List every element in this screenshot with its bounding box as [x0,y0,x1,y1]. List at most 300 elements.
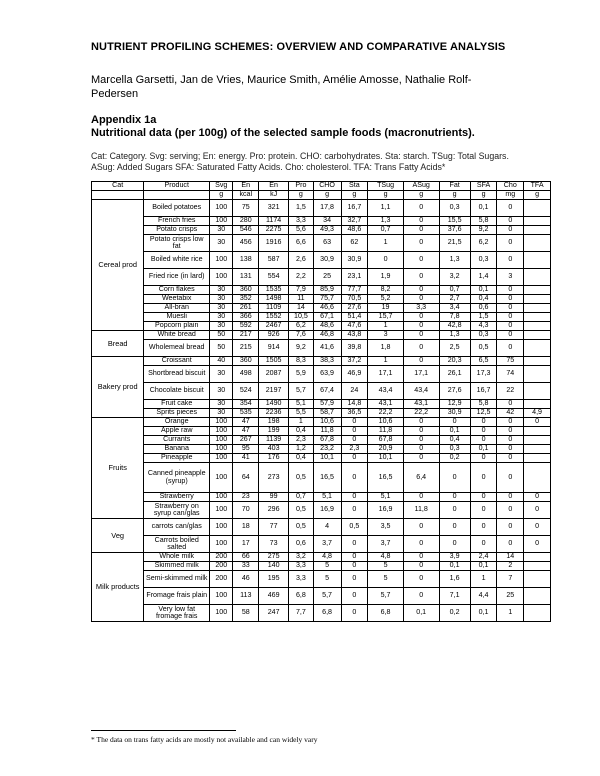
value-cell: 0 [470,454,497,463]
value-cell [524,226,551,235]
value-cell: 0 [497,295,524,304]
value-cell: 469 [259,588,289,605]
value-cell: 1,5 [470,313,497,322]
value-cell: 0,1 [470,286,497,295]
value-cell: 47 [233,418,259,427]
value-cell: 11,8 [313,427,341,436]
value-cell: 30 [210,235,233,252]
value-cell: 3,7 [368,536,404,553]
value-cell: 14 [289,304,314,313]
value-cell: 27,6 [341,304,368,313]
value-cell: 0 [403,200,439,217]
table-row [92,295,551,304]
value-cell: 7,6 [289,331,314,340]
value-cell: 75 [497,357,524,366]
value-cell: 20,3 [439,357,470,366]
value-cell [524,331,551,340]
value-cell: 0,3 [439,200,470,217]
value-cell: 0,5 [289,519,314,536]
value-cell [524,252,551,269]
value-cell: 30 [210,400,233,409]
value-cell: 0 [341,553,368,562]
value-cell: 100 [210,519,233,536]
value-cell: 12,9 [439,400,470,409]
table-row [92,400,551,409]
value-cell: 11,8 [403,502,439,519]
value-cell: 100 [210,427,233,436]
header-cell: Svg [210,182,233,191]
value-cell: 587 [259,252,289,269]
table-row [92,588,551,605]
author-list: Marcella Garsetti, Jan de Vries, Maurice Smith, Amélie Amosse, Nathalie Rolf-Pedersen [91,74,472,100]
value-cell: 3,3 [289,562,314,571]
value-cell: 0 [497,252,524,269]
product-cell: Very low fat fromage frais [144,605,210,622]
value-cell: 0 [403,286,439,295]
value-cell: 0 [497,502,524,519]
value-cell: 0 [341,454,368,463]
table-row [92,571,551,588]
value-cell [524,340,551,357]
product-cell: Strawberry on syrup can/glas [144,502,210,519]
value-cell: 0 [439,536,470,553]
table-row [92,445,551,454]
value-cell: 1139 [259,436,289,445]
table-row [92,605,551,622]
product-cell: Croissant [144,357,210,366]
value-cell: 70,5 [341,295,368,304]
value-cell: 0 [341,588,368,605]
value-cell: 0,4 [289,454,314,463]
table-row [92,366,551,383]
product-cell: Boiled potatoes [144,200,210,217]
value-cell: 4 [313,519,341,536]
value-cell: 0 [470,463,497,493]
value-cell: 7,9 [289,286,314,295]
value-cell: 0 [524,418,551,427]
value-cell [524,463,551,493]
value-cell: 456 [233,235,259,252]
table-row [92,436,551,445]
product-cell: Chocolate biscuit [144,383,210,400]
value-cell: 100 [210,217,233,226]
value-cell [524,304,551,313]
value-cell: 100 [210,493,233,502]
value-cell: 5,7 [368,588,404,605]
value-cell: 2197 [259,383,289,400]
value-cell: 77,7 [341,286,368,295]
value-cell: 1 [470,571,497,588]
value-cell: 0 [403,269,439,286]
value-cell: 75 [233,200,259,217]
value-cell: 6,5 [470,357,497,366]
value-cell: 66 [233,553,259,562]
value-cell: 3,4 [439,304,470,313]
value-cell: 30,9 [313,252,341,269]
category-cell: Bread [92,331,144,357]
appendix-subtitle: Nutritional data (per 100g) of the selected sample foods (macronutrients). [91,127,475,139]
value-cell: 2275 [259,226,289,235]
value-cell: 30 [210,322,233,331]
value-cell: 40 [210,357,233,366]
table-row [92,519,551,536]
value-cell: 100 [210,269,233,286]
value-cell: 50 [210,340,233,357]
value-cell: 100 [210,463,233,493]
value-cell: 17,1 [403,366,439,383]
value-cell [524,588,551,605]
table-row [92,383,551,400]
value-cell: 22 [497,383,524,400]
value-cell: 200 [210,562,233,571]
value-cell: 36,5 [341,409,368,418]
value-cell: 0 [403,536,439,553]
value-cell: 0,5 [470,340,497,357]
value-cell: 10,1 [368,454,404,463]
value-cell: 0,3 [439,445,470,454]
value-cell: 58 [233,605,259,622]
value-cell: 25 [497,588,524,605]
value-cell: 6,6 [289,235,314,252]
value-cell: 17 [233,536,259,553]
unit-cell: g [439,191,470,200]
value-cell: 0 [341,427,368,436]
product-cell: carrots can/glas [144,519,210,536]
value-cell: 3,7 [313,536,341,553]
value-cell: 16,5 [368,463,404,493]
table-row [92,553,551,562]
value-cell [524,605,551,622]
table-row [92,418,551,427]
header-cell: ASug [403,182,439,191]
value-cell: 1,6 [439,571,470,588]
value-cell: 0 [497,427,524,436]
value-cell: 0,2 [439,605,470,622]
value-cell: 0,7 [289,493,314,502]
value-cell: 23,1 [341,269,368,286]
value-cell: 14 [497,553,524,562]
value-cell: 0 [497,331,524,340]
value-cell [524,269,551,286]
value-cell: 360 [233,357,259,366]
table-row [92,286,551,295]
value-cell: 17,3 [470,366,497,383]
value-cell: 64 [233,463,259,493]
value-cell [524,445,551,454]
value-cell: 22,2 [403,409,439,418]
unit-cell: g [313,191,341,200]
value-cell: 5,7 [313,588,341,605]
unit-cell [144,191,210,200]
value-cell: 0 [497,454,524,463]
value-cell: 30 [210,304,233,313]
value-cell: 67,8 [368,436,404,445]
category-cell: Milk products [92,553,144,622]
value-cell: 1,1 [368,200,404,217]
value-cell: 11 [289,295,314,304]
table-row [92,200,551,217]
value-cell: 0,6 [289,536,314,553]
value-cell: 39,8 [341,340,368,357]
value-cell: 17,1 [368,366,404,383]
nutrition-table [91,181,551,622]
value-cell: 30 [210,409,233,418]
value-cell: 0,1 [439,427,470,436]
value-cell: 0 [403,252,439,269]
unit-cell: g [210,191,233,200]
category-cell: Veg [92,519,144,553]
value-cell: 100 [210,445,233,454]
value-cell: 5,8 [470,217,497,226]
value-cell: 37,2 [341,357,368,366]
value-cell: 0,1 [470,562,497,571]
value-cell: 2,5 [439,340,470,357]
value-cell: 217 [233,331,259,340]
value-cell: 3,9 [439,553,470,562]
unit-cell: g [403,191,439,200]
product-cell: Canned pineapple (syrup) [144,463,210,493]
footnote-rule [91,730,236,731]
value-cell: 2236 [259,409,289,418]
value-cell: 546 [233,226,259,235]
value-cell: 0 [439,463,470,493]
value-cell: 914 [259,340,289,357]
value-cell: 354 [233,400,259,409]
value-cell: 0 [403,445,439,454]
header-cell: Pro [289,182,314,191]
value-cell [524,553,551,562]
value-cell: 34 [313,217,341,226]
unit-cell: kJ [259,191,289,200]
header-cell: CHO [313,182,341,191]
value-cell: 30 [210,286,233,295]
value-cell [524,357,551,366]
value-cell: 0 [439,493,470,502]
value-cell: 70 [233,502,259,519]
value-cell: 5,5 [289,409,314,418]
value-cell: 10,1 [313,454,341,463]
value-cell: 30 [210,226,233,235]
table-row [92,536,551,553]
header-cell: Cho [497,182,524,191]
value-cell: 0 [403,331,439,340]
value-cell: 5 [313,562,341,571]
value-cell: 0 [497,217,524,226]
value-cell: 5,9 [289,366,314,383]
product-cell: Boiled white rice [144,252,210,269]
value-cell: 0 [403,493,439,502]
value-cell: 46,6 [313,304,341,313]
value-cell: 131 [233,269,259,286]
product-cell: Wholemeal bread [144,340,210,357]
value-cell [524,313,551,322]
value-cell: 0 [403,418,439,427]
value-cell: 47 [233,427,259,436]
value-cell: 26,1 [439,366,470,383]
table-header-row [92,182,551,191]
unit-cell [92,191,144,200]
value-cell: 0 [403,235,439,252]
value-cell: 1916 [259,235,289,252]
value-cell: 32,7 [341,217,368,226]
value-cell: 100 [210,436,233,445]
product-cell: Currants [144,436,210,445]
value-cell: 2,7 [439,295,470,304]
value-cell: 30 [210,383,233,400]
value-cell: 8,3 [289,357,314,366]
value-cell: 5,8 [470,400,497,409]
value-cell: 16,7 [470,383,497,400]
value-cell: 50 [210,331,233,340]
unit-cell: g [470,191,497,200]
value-cell: 0 [497,536,524,553]
footnote: * The data on trans fatty acids are mostly not available and can widely vary [91,735,318,744]
header-cell: TSug [368,182,404,191]
value-cell: 0 [403,571,439,588]
value-cell: 16,9 [313,502,341,519]
value-cell: 1,3 [439,331,470,340]
table-row [92,269,551,286]
value-cell: 18 [233,519,259,536]
value-cell: 57,9 [313,400,341,409]
product-cell: Pineapple [144,454,210,463]
value-cell: 0 [470,418,497,427]
value-cell: 0,7 [368,226,404,235]
value-cell: 0 [439,519,470,536]
table-row [92,322,551,331]
unit-cell: g [289,191,314,200]
value-cell: 0 [470,519,497,536]
unit-cell: g [341,191,368,200]
value-cell: 16,5 [313,463,341,493]
value-cell: 2467 [259,322,289,331]
value-cell: 1498 [259,295,289,304]
value-cell: 3,5 [368,519,404,536]
value-cell: 0 [341,536,368,553]
value-cell: 0 [497,418,524,427]
value-cell: 67,1 [313,313,341,322]
value-cell: 140 [259,562,289,571]
value-cell: 1,9 [368,269,404,286]
value-cell: 0,4 [289,427,314,436]
value-cell: 0 [341,562,368,571]
value-cell: 85,9 [313,286,341,295]
value-cell [524,562,551,571]
product-cell: Banana [144,445,210,454]
value-cell: 0 [497,313,524,322]
value-cell: 926 [259,331,289,340]
value-cell: 198 [259,418,289,427]
value-cell: 554 [259,269,289,286]
value-cell: 46,8 [313,331,341,340]
value-cell: 4,3 [470,322,497,331]
value-cell: 0,4 [439,436,470,445]
value-cell: 138 [233,252,259,269]
value-cell: 0 [497,445,524,454]
value-cell [524,200,551,217]
value-cell: 3,3 [403,304,439,313]
value-cell: 8,2 [368,286,404,295]
value-cell: 10,5 [289,313,314,322]
product-cell: Strawberry [144,493,210,502]
value-cell: 0 [403,226,439,235]
value-cell: 0,6 [470,304,497,313]
value-cell: 99 [259,493,289,502]
value-cell: 5,1 [313,493,341,502]
value-cell: 2087 [259,366,289,383]
value-cell: 1535 [259,286,289,295]
value-cell [524,436,551,445]
value-cell: 0 [341,418,368,427]
value-cell: 0 [403,436,439,445]
value-cell: 3,2 [289,553,314,562]
value-cell: 261 [233,304,259,313]
value-cell: 267 [233,436,259,445]
unit-cell: mg [497,191,524,200]
value-cell: 0 [403,322,439,331]
value-cell [524,322,551,331]
value-cell: 16,7 [341,200,368,217]
value-cell: 0 [497,436,524,445]
value-cell: 1 [289,418,314,427]
value-cell: 0 [470,502,497,519]
value-cell: 0 [497,400,524,409]
value-cell: 0,1 [439,562,470,571]
value-cell: 5,1 [289,400,314,409]
table-row [92,357,551,366]
header-cell: En [259,182,289,191]
value-cell: 43,1 [403,400,439,409]
product-cell: Skimmed milk [144,562,210,571]
product-cell: Corn flakes [144,286,210,295]
value-cell: 9,2 [289,340,314,357]
product-cell: Whole milk [144,553,210,562]
value-cell [524,295,551,304]
header-cell: Sta [341,182,368,191]
value-cell: 7,7 [289,605,314,622]
value-cell: 6,2 [470,235,497,252]
value-cell: 24 [341,383,368,400]
value-cell: 58,7 [313,409,341,418]
table-row [92,313,551,322]
value-cell: 0 [439,418,470,427]
value-cell: 0 [403,357,439,366]
header-cell: SFA [470,182,497,191]
value-cell: 176 [259,454,289,463]
value-cell: 247 [259,605,289,622]
product-cell: Sprits pieces [144,409,210,418]
value-cell: 16,9 [368,502,404,519]
table-row [92,217,551,226]
value-cell: 0 [524,502,551,519]
value-cell: 30 [210,313,233,322]
value-cell: 1 [368,357,404,366]
value-cell: 0 [439,502,470,519]
value-cell: 22,2 [368,409,404,418]
value-cell: 27,6 [439,383,470,400]
value-cell: 275 [259,553,289,562]
product-cell: Fruit cake [144,400,210,409]
unit-cell: g [368,191,404,200]
abbreviation-legend: Cat: Category. Svg: serving; En: energy. Pro: protein. CHO: carbohydrates. Sta: starch. TSug: Total Sugars. ASug: Added Sugars SFA: Saturated Fatty Acids. Cho: cholesterol. TFA: Trans Fatty Acids* [91,151,509,172]
value-cell: 0 [341,436,368,445]
table-row [92,226,551,235]
value-cell: 0 [497,235,524,252]
header-cell: Fat [439,182,470,191]
value-cell: 30,9 [439,409,470,418]
value-cell: 0 [497,340,524,357]
value-cell [524,235,551,252]
